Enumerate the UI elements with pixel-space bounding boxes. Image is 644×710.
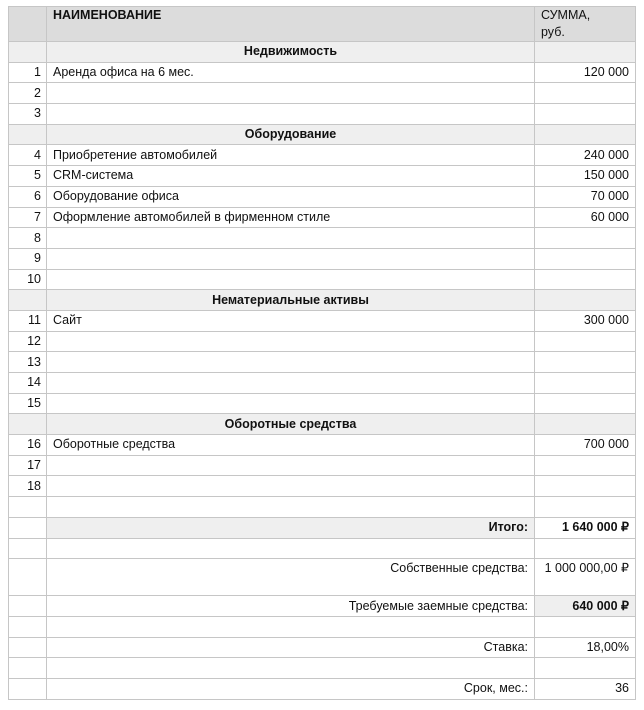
rate-row <box>9 637 636 658</box>
item-sum-cell[interactable]: 240 000 <box>535 145 636 166</box>
item-name-cell[interactable] <box>47 393 535 414</box>
section-header-row <box>9 42 636 63</box>
budget-table <box>8 6 636 700</box>
item-name-cell[interactable] <box>47 476 535 497</box>
loan-label: Требуемые заемные средства: <box>47 596 535 617</box>
item-name-cell[interactable] <box>47 269 535 290</box>
item-name-cell[interactable] <box>47 373 535 394</box>
term-row <box>9 678 636 699</box>
item-sum-cell[interactable] <box>535 269 636 290</box>
section-number-cell <box>9 414 47 435</box>
item-name-cell[interactable]: Аренда офиса на 6 мес. <box>47 62 535 83</box>
row-number: 7 <box>9 207 47 228</box>
item-sum-cell[interactable] <box>535 393 636 414</box>
section-header-row <box>9 414 636 435</box>
own-funds-value[interactable]: 1 000 000,00 ₽ <box>535 559 636 596</box>
term-label: Срок, мес.: <box>47 678 535 699</box>
item-sum-cell[interactable] <box>535 476 636 497</box>
table-row <box>9 269 636 290</box>
item-sum-cell[interactable] <box>535 104 636 125</box>
row-number: 13 <box>9 352 47 373</box>
item-name-cell[interactable] <box>47 83 535 104</box>
item-name-cell[interactable]: Оформление автомобилей в фирменном стиле <box>47 207 535 228</box>
header-name: НАИМЕНОВАНИЕ <box>47 7 535 42</box>
row-number: 18 <box>9 476 47 497</box>
total-row <box>9 517 636 538</box>
section-sum-cell <box>535 124 636 145</box>
item-name-cell[interactable] <box>47 104 535 125</box>
section-number-cell <box>9 124 47 145</box>
table-row <box>9 393 636 414</box>
section-sum-cell <box>535 414 636 435</box>
item-sum-cell[interactable] <box>535 228 636 249</box>
item-sum-cell[interactable] <box>535 352 636 373</box>
empty-row <box>9 497 636 518</box>
table-row <box>9 248 636 269</box>
row-number: 4 <box>9 145 47 166</box>
item-name-cell[interactable]: Оборудование офиса <box>47 186 535 207</box>
table-row <box>9 83 636 104</box>
empty-row <box>9 538 636 559</box>
item-sum-cell[interactable]: 150 000 <box>535 166 636 187</box>
section-number-cell <box>9 42 47 63</box>
row-number: 1 <box>9 62 47 83</box>
table-row <box>9 166 636 187</box>
item-name-cell[interactable]: Оборотные средства <box>47 435 535 456</box>
section-header-row <box>9 124 636 145</box>
table-row <box>9 435 636 456</box>
section-title: Нематериальные активы <box>47 290 535 311</box>
table-row <box>9 228 636 249</box>
item-name-cell[interactable] <box>47 455 535 476</box>
table-row <box>9 476 636 497</box>
item-sum-cell[interactable] <box>535 373 636 394</box>
table-row <box>9 310 636 331</box>
section-sum-cell <box>535 42 636 63</box>
row-number: 3 <box>9 104 47 125</box>
table-row <box>9 186 636 207</box>
section-title: Оборудование <box>47 124 535 145</box>
table-row <box>9 352 636 373</box>
item-name-cell[interactable] <box>47 248 535 269</box>
row-number: 12 <box>9 331 47 352</box>
table-row <box>9 455 636 476</box>
section-title: Оборотные средства <box>47 414 535 435</box>
section-header-row <box>9 290 636 311</box>
row-number: 9 <box>9 248 47 269</box>
row-number: 11 <box>9 310 47 331</box>
empty-row <box>9 658 636 679</box>
row-number: 6 <box>9 186 47 207</box>
section-title: Недвижимость <box>47 42 535 63</box>
item-sum-cell[interactable]: 70 000 <box>535 186 636 207</box>
row-number: 15 <box>9 393 47 414</box>
row-number: 10 <box>9 269 47 290</box>
term-value[interactable]: 36 <box>535 678 636 699</box>
item-sum-cell[interactable]: 700 000 <box>535 435 636 456</box>
own-funds-row <box>9 559 636 596</box>
header-sum-line2: руб. <box>541 25 565 39</box>
row-number: 17 <box>9 455 47 476</box>
item-sum-cell[interactable] <box>535 83 636 104</box>
item-sum-cell[interactable] <box>535 248 636 269</box>
item-name-cell[interactable] <box>47 331 535 352</box>
row-number: 16 <box>9 435 47 456</box>
item-sum-cell[interactable] <box>535 455 636 476</box>
item-name-cell[interactable]: Приобретение автомобилей <box>47 145 535 166</box>
item-name-cell[interactable]: CRM-система <box>47 166 535 187</box>
header-sum <box>535 7 636 42</box>
item-name-cell[interactable]: Сайт <box>47 310 535 331</box>
loan-value[interactable]: 640 000 ₽ <box>535 596 636 617</box>
row-number: 2 <box>9 83 47 104</box>
header-number-cell <box>9 7 47 42</box>
table-row <box>9 104 636 125</box>
item-name-cell[interactable] <box>47 228 535 249</box>
row-number: 8 <box>9 228 47 249</box>
loan-row <box>9 596 636 617</box>
own-funds-label: Собственные средства: <box>47 559 535 596</box>
item-sum-cell[interactable] <box>535 331 636 352</box>
table-row <box>9 331 636 352</box>
item-sum-cell[interactable]: 120 000 <box>535 62 636 83</box>
table-row <box>9 373 636 394</box>
rate-value[interactable]: 18,00% <box>535 637 636 658</box>
header-sum-line1: СУММА, <box>541 8 591 22</box>
empty-row <box>9 616 636 637</box>
item-name-cell[interactable] <box>47 352 535 373</box>
section-sum-cell <box>535 290 636 311</box>
rate-label: Ставка: <box>47 637 535 658</box>
section-number-cell <box>9 290 47 311</box>
item-sum-cell[interactable]: 300 000 <box>535 310 636 331</box>
header-row <box>9 7 636 42</box>
total-label: Итого: <box>47 517 535 538</box>
table-row <box>9 207 636 228</box>
table-row <box>9 145 636 166</box>
item-sum-cell[interactable]: 60 000 <box>535 207 636 228</box>
total-value[interactable]: 1 640 000 ₽ <box>535 517 636 538</box>
table-row <box>9 62 636 83</box>
row-number: 5 <box>9 166 47 187</box>
row-number: 14 <box>9 373 47 394</box>
